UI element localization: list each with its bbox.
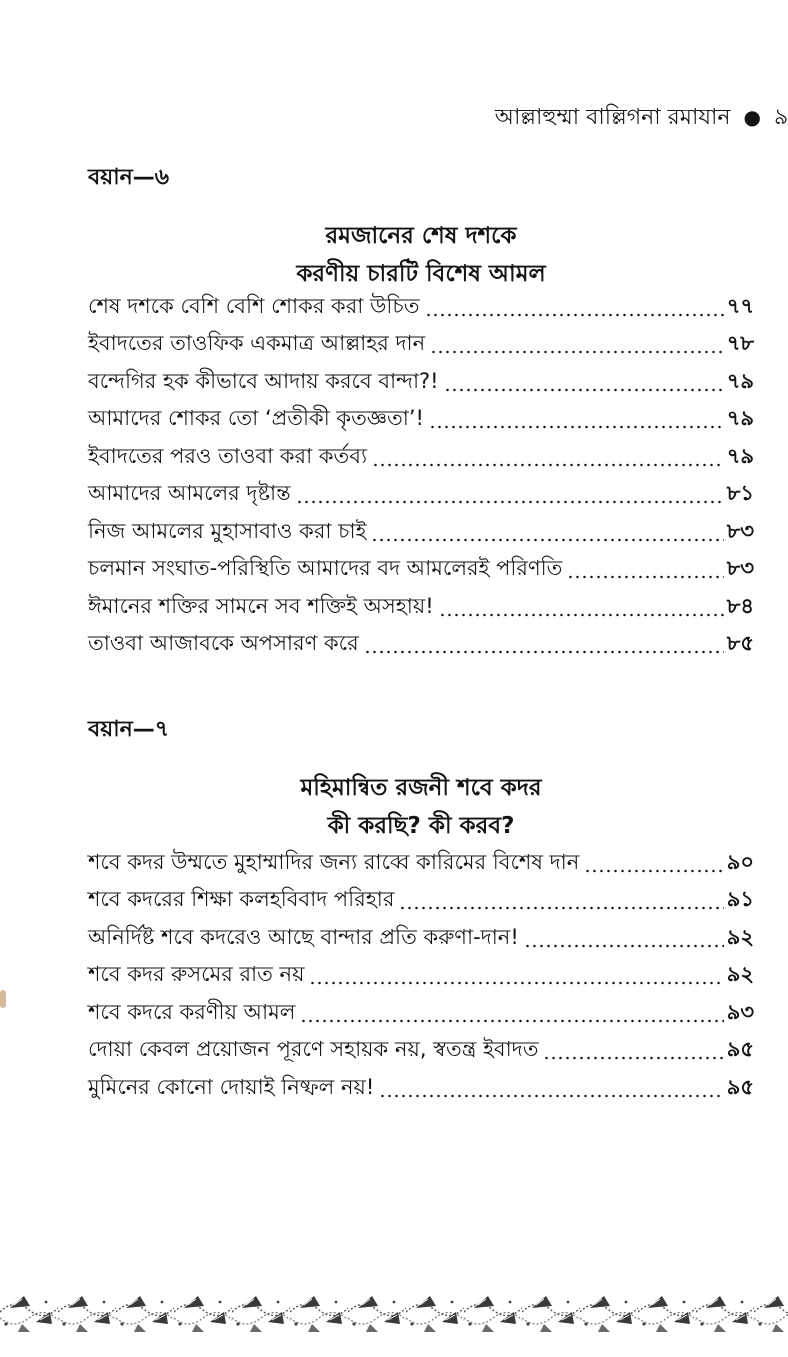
paper-smudge (0, 990, 6, 1008)
entry-page: ৯২ (726, 962, 754, 986)
dot-leader (379, 1093, 723, 1099)
section-title (88, 769, 754, 845)
dot-leader (300, 1018, 723, 1024)
toc-entry[interactable] (88, 587, 754, 625)
section-title-line: রমজানের শেষ দশকে (325, 223, 517, 249)
section-title-line: কী করছি? কী করব? (327, 813, 515, 839)
entry-page: ৯৫ (726, 1037, 754, 1061)
entry-title: শবে কদর উম্মতে মুহাম্মাদির জন্য রাব্বে কারিমের বিশেষ দান (88, 849, 580, 874)
entry-page: ৯২ (726, 924, 754, 949)
toc-entry[interactable] (88, 881, 754, 919)
entry-page: ৯০ (726, 849, 754, 874)
section-label: বয়ান—৬ (88, 165, 170, 190)
section-bayan-6 (88, 160, 754, 293)
entry-page: ৮৩ (726, 518, 754, 543)
dot-leader (543, 1055, 723, 1061)
entry-title: শবে কদরের শিক্ষা কলহবিবাদ পরিহার (88, 887, 395, 911)
dot-leader (309, 980, 723, 986)
bullet-separator: ● (743, 105, 761, 129)
toc-entry[interactable] (88, 400, 754, 438)
dot-leader (425, 312, 724, 318)
toc-entry[interactable] (88, 287, 754, 325)
entry-title: দোয়া কেবল প্রয়োজন পূরণে সহায়ক নয়, স্বতন্ত্র ইবাদত (88, 1037, 539, 1061)
toc-entry[interactable] (88, 625, 754, 663)
entry-page: ৮৪ (726, 593, 754, 618)
entry-title: আমাদের শোকর তো ‘প্রতীকী কৃতজ্ঞতা’! (88, 406, 424, 430)
entry-title: ইবাদতের তাওফিক একমাত্র আল্লাহর দান (88, 331, 426, 355)
entry-page: ৭৯ (726, 406, 754, 430)
toc-entry[interactable] (88, 475, 754, 513)
entry-title: বন্দেগির হক কীভাবে আদায় করবে বান্দা?! (88, 368, 439, 393)
page-number: ৯ (774, 105, 788, 130)
toc-entry[interactable] (88, 918, 754, 956)
entry-page: ৭৮ (726, 331, 754, 355)
toc-entry[interactable] (88, 362, 754, 400)
entry-title: চলমান সংঘাত-পরিস্থিতি আমাদের বদ আমলেরই পরিণতি (88, 556, 563, 580)
dot-leader (584, 868, 723, 874)
toc-list-bayan-7 (88, 843, 754, 1106)
dot-leader (567, 574, 723, 580)
entry-title: শেষ দশকে বেশি বেশি শোকর করা উচিত (88, 293, 420, 318)
entry-page: ৭৭ (726, 293, 754, 318)
entry-title: নিজ আমলের মুহাসাবাও করা চাই (88, 518, 367, 543)
entry-page: ৮৩ (726, 556, 754, 580)
dot-leader (372, 462, 724, 468)
entry-page: ৯১ (726, 887, 754, 911)
toc-entry[interactable] (88, 437, 754, 475)
dot-leader (364, 649, 724, 655)
entry-title: মুমিনের কোনো দোয়াই নিষ্ফল নয়! (88, 1074, 375, 1099)
toc-entry[interactable] (88, 843, 754, 881)
entry-page: ৯৫ (726, 1074, 754, 1099)
dot-leader (524, 943, 724, 949)
dot-leader (430, 349, 724, 355)
entry-title: ঈমানের শক্তির সামনে সব শক্তিই অসহায়! (88, 593, 434, 618)
toc-entry[interactable] (88, 993, 754, 1031)
section-title-line: করণীয় চারটি বিশেষ আমল (296, 261, 546, 287)
toc-list-bayan-6 (88, 287, 754, 662)
section-title-line: মহিমান্বিত রজনী শবে কদর (300, 775, 542, 801)
toc-entry[interactable] (88, 956, 754, 994)
section-title (88, 217, 754, 293)
entry-title: তাওবা আজাবকে অপসারণ করে (88, 631, 359, 655)
dot-leader (444, 387, 724, 393)
dot-leader (399, 905, 723, 911)
entry-page: ৯৩ (726, 999, 754, 1024)
entry-title: ইবাদতের পরও তাওবা করা কর্তব্য (88, 443, 368, 468)
section-label: বয়ান—৭ (88, 717, 170, 742)
toc-entry[interactable] (88, 550, 754, 588)
entry-page: ৭৯ (726, 443, 754, 468)
entry-title: শবে কদরে করণীয় আমল (88, 999, 296, 1024)
entry-title: শবে কদর রুসমের রাত নয় (88, 962, 305, 986)
dot-leader (439, 612, 724, 618)
running-header (0, 100, 788, 137)
entry-page: ৭৯ (726, 368, 754, 393)
book-title: আল্লাহুম্মা বাল্লিগনা রমাযান (494, 105, 731, 130)
section-bayan-7 (88, 712, 754, 845)
leaf-vine-border-icon (0, 1278, 788, 1338)
toc-entry[interactable] (88, 512, 754, 550)
dot-leader (429, 424, 724, 430)
toc-entry[interactable] (88, 325, 754, 363)
dot-leader (371, 537, 723, 543)
toc-entry[interactable] (88, 1031, 754, 1069)
entry-title: আমাদের আমলের দৃষ্টান্ত (88, 481, 291, 505)
entry-title: অনির্দিষ্ট শবে কদরেও আছে বান্দার প্রতি করুণা-দান! (88, 924, 519, 949)
toc-entry[interactable] (88, 1068, 754, 1106)
entry-page: ৮৫ (726, 631, 754, 655)
dot-leader (296, 499, 724, 505)
entry-page: ৮১ (726, 481, 754, 505)
